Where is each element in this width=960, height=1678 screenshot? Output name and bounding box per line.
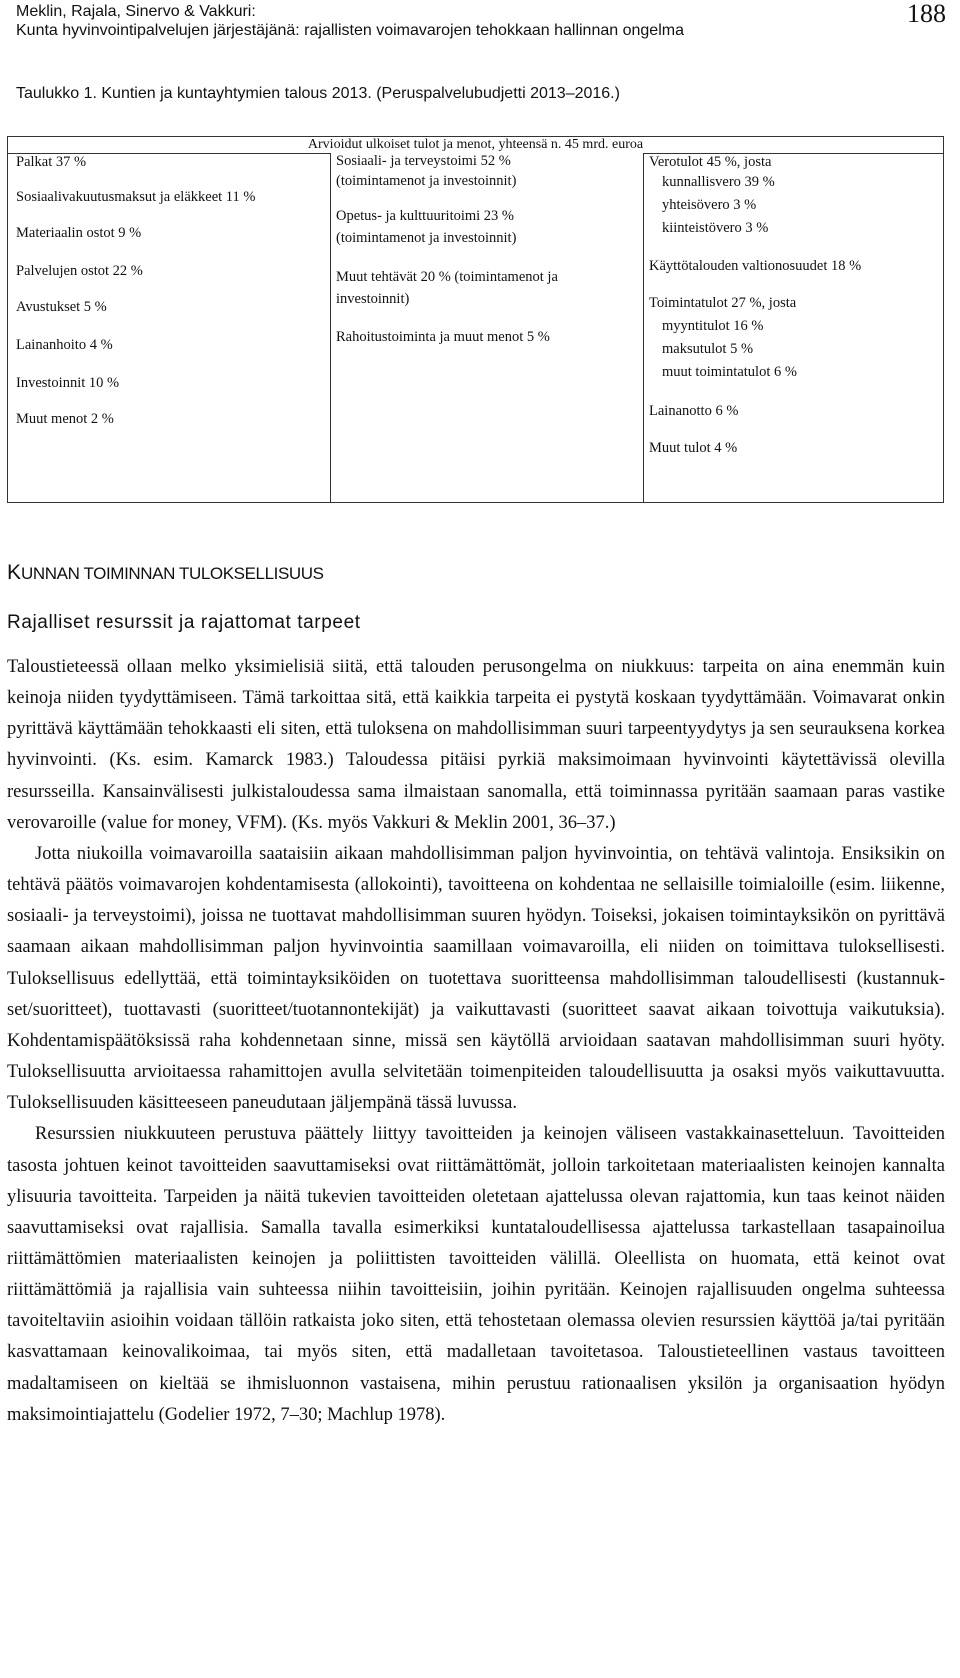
- table-cell: Palvelujen ostot 22 %: [16, 263, 143, 279]
- chapter-title-line: Kunta hyvinvointipalvelujen järjestäjänä: rajallisten voimavarojen tehokkaan hallinnan ongelma: [16, 22, 684, 39]
- table-cell: Muut menot 2 %: [16, 411, 114, 427]
- table-cell: investoinnit): [336, 291, 410, 307]
- table-cell: Avustukset 5 %: [16, 299, 107, 315]
- body-text: [7, 652, 945, 1431]
- expenses-by-function-column: [330, 153, 643, 502]
- running-header: [16, 0, 946, 46]
- section-heading-initial: K: [7, 561, 22, 584]
- author-line: Meklin, Rajala, Sinervo & Vakkuri:: [16, 3, 256, 20]
- table-cell: Opetus- ja kulttuuritoimi 23 %: [336, 208, 515, 224]
- section-heading: [7, 563, 324, 584]
- table-cell: (toimintamenot ja investoinnit): [336, 173, 517, 189]
- table-cell: (toimintamenot ja investoinnit): [336, 230, 517, 246]
- table-cell: Sosiaalivakuutusmaksut ja eläkkeet 11 %: [16, 189, 256, 205]
- table-cell: muut toimintatulot 6 %: [662, 364, 797, 380]
- paragraph: Jotta niukoilla voimavaroilla saataisiin aikaan mahdollisimman paljon hyvinvointia, on tehtävä valintoja. Ensiksikin on tehtävä päätös voimavarojen kohdentamisesta (allokointi), tavoitteena on kohdentaa ne sellaisille toimialoille (esim. liikenne, sosiaali- ja terveystoimi), joissa ne tuottavat mahdollisimman suuren hyödyn. Toiseksi, jokaisen toimintayksikön on pyrittävä saamaan aikaan mahdollisimman paljon hyvinvointia saamillaan voimavaroilla, eli niiden on toimittava tuloksellisesti. Tuloksellisuus edellyttää, että toimintayksiköiden on tuotettava suoritteensa mahdollisimman taloudellisesti (kustannukset/suoritteet), tuottavasti (suoritteet/tuotannontekijät) ja vaikuttavasti (suoritteet saavat aikaan toivottuja vaikutuksia). Kohdentamispäätöksissä raha kohdennetaan sinne, missä sen käytöllä arvioidaan saatavan mahdollisimman suuri hyöty. Tuloksellisuutta arvioitaessa rahamittojen avulla selvitetään toimenpiteiden taloudellisuutta ja osaksi myös vaikuttavuutta. Tuloksellisuuden käsitteeseen paneudutaan jäljempänä tässä luvussa.: [7, 843, 945, 1114]
- table-cell: Lainanhoito 4 %: [16, 337, 113, 353]
- table-cell: Muut tehtävät 20 % (toimintamenot ja: [336, 269, 558, 285]
- subsection-heading: Rajalliset resurssit ja rajattomat tarpeet: [7, 612, 361, 633]
- table-cell: myyntitulot 16 %: [662, 318, 764, 334]
- table-cell: Palkat 37 %: [16, 154, 87, 170]
- table-cell: Sosiaali- ja terveystoimi 52 %: [336, 153, 511, 169]
- table-cell: Muut tulot 4 %: [649, 440, 738, 456]
- section-heading-rest: UNNAN TOIMINNAN TULOKSELLISUUS: [21, 564, 324, 583]
- table-cell: Materiaalin ostot 9 %: [16, 225, 142, 241]
- table-caption: Taulukko 1. Kuntien ja kuntayhtymien talous 2013. (Peruspalvelubudjetti 2013–2016.): [16, 85, 620, 102]
- table-cell: Rahoitustoiminta ja muut menot 5 %: [336, 329, 550, 345]
- table-cell: yhteisövero 3 %: [662, 197, 757, 213]
- expenses-by-type-column: [8, 153, 331, 502]
- paragraph: Taloustieteessä ollaan melko yksimielisiä siitä, että talouden perusongelma on niukkuus: tarpeita on aina enemmän kuin keinoja niiden tyydyttämiseen. Tämä tarkoittaa sitä, että kaikkia tarpeita ei pystytä koskaan tyydyttämään. Voimavarat onkin pyrittävä käyttämään tehokkaasti eli siten, että tuloksena on mahdollisimman suuri tarpeentyydytys ja sen seurauksena korkea hyvinvointi. (Ks. esim. Kamarck 1983.) Taloudessa pitäisi pyrkiä maksimoimaan hyvinvointi käytettävissä olevilla resursseilla. Kansainvälisesti julkistaloudessa sama ilmaistaan sanomalla, että toiminnassa pyritään saamaan paras vastike verovaroille (value for money, VFM). (Ks. myös Vakkuri & Meklin 2001, 36–37.): [7, 657, 945, 833]
- table-cell: Investoinnit 10 %: [16, 375, 120, 391]
- table-cell: kiinteistövero 3 %: [662, 220, 769, 236]
- budget-table: [7, 136, 944, 503]
- table-cell: Verotulot 45 %, josta: [649, 154, 772, 170]
- table-cell: maksutulot 5 %: [662, 341, 754, 357]
- page-number: 188: [907, 0, 946, 28]
- revenues-column: [643, 153, 943, 502]
- table-cell: Lainanotto 6 %: [649, 403, 739, 419]
- table-cell: Käyttötalouden valtionosuudet 18 %: [649, 258, 862, 274]
- paragraph: Resurssien niukkuuteen perustuva päättely liittyy tavoitteiden ja keinojen väliseen vastakkainasetteluun. Tavoitteiden tasosta johtuen keinot tavoitteiden saavuttamiseksi ovat riittämättömät, jolloin tarkoitetaan materiaalisten keinojen kannalta ylisuuria tavoitteita. Tarpeiden ja näitä tukevien tavoitteiden oletetaan ajattelussa olevan rajattomia, kun taas keinot näiden saavuttamiseksi ovat rajallisia. Samalla tavalla esimerkiksi kuntataloudellisessa ajattelussa tarkastellaan tasapainoilua riittämättömien materiaalisten keinojen ja poliittisten tavoitteiden välillä. Oleellista on huomata, että keinot ovat riittämättömiä ja rajallisia vain suhteessa niihin tavoitteisiin, joihin pyritään. Keinojen rajallisuuden ongelma suhteessa tavoiteltaviin asioihin voidaan tällöin ratkaista joko siten, että tehostetaan olemassa olevien resurssien käyttöä ja/tai pyritään kasvattamaan keinovalikoimaa, tai myös siten, että madalletaan tavoitetasoa. Taloustieteellinen vastaus tavoitteen madaltamiseen on kieltää se ihmisluonnon vastaisena, mihin perustuu rationaalisen yksilön ja organisaation hyödyn maksimointiajattelu (Godelier 1972, 7–30; Machlup 1978).: [7, 1124, 945, 1425]
- table-cell: kunnallisvero 39 %: [662, 174, 775, 190]
- table-cell: Toimintatulot 27 %, josta: [649, 295, 797, 311]
- table-header: Arvioidut ulkoiset tulot ja menot, yhteensä n. 45 mrd. euroa: [307, 137, 644, 152]
